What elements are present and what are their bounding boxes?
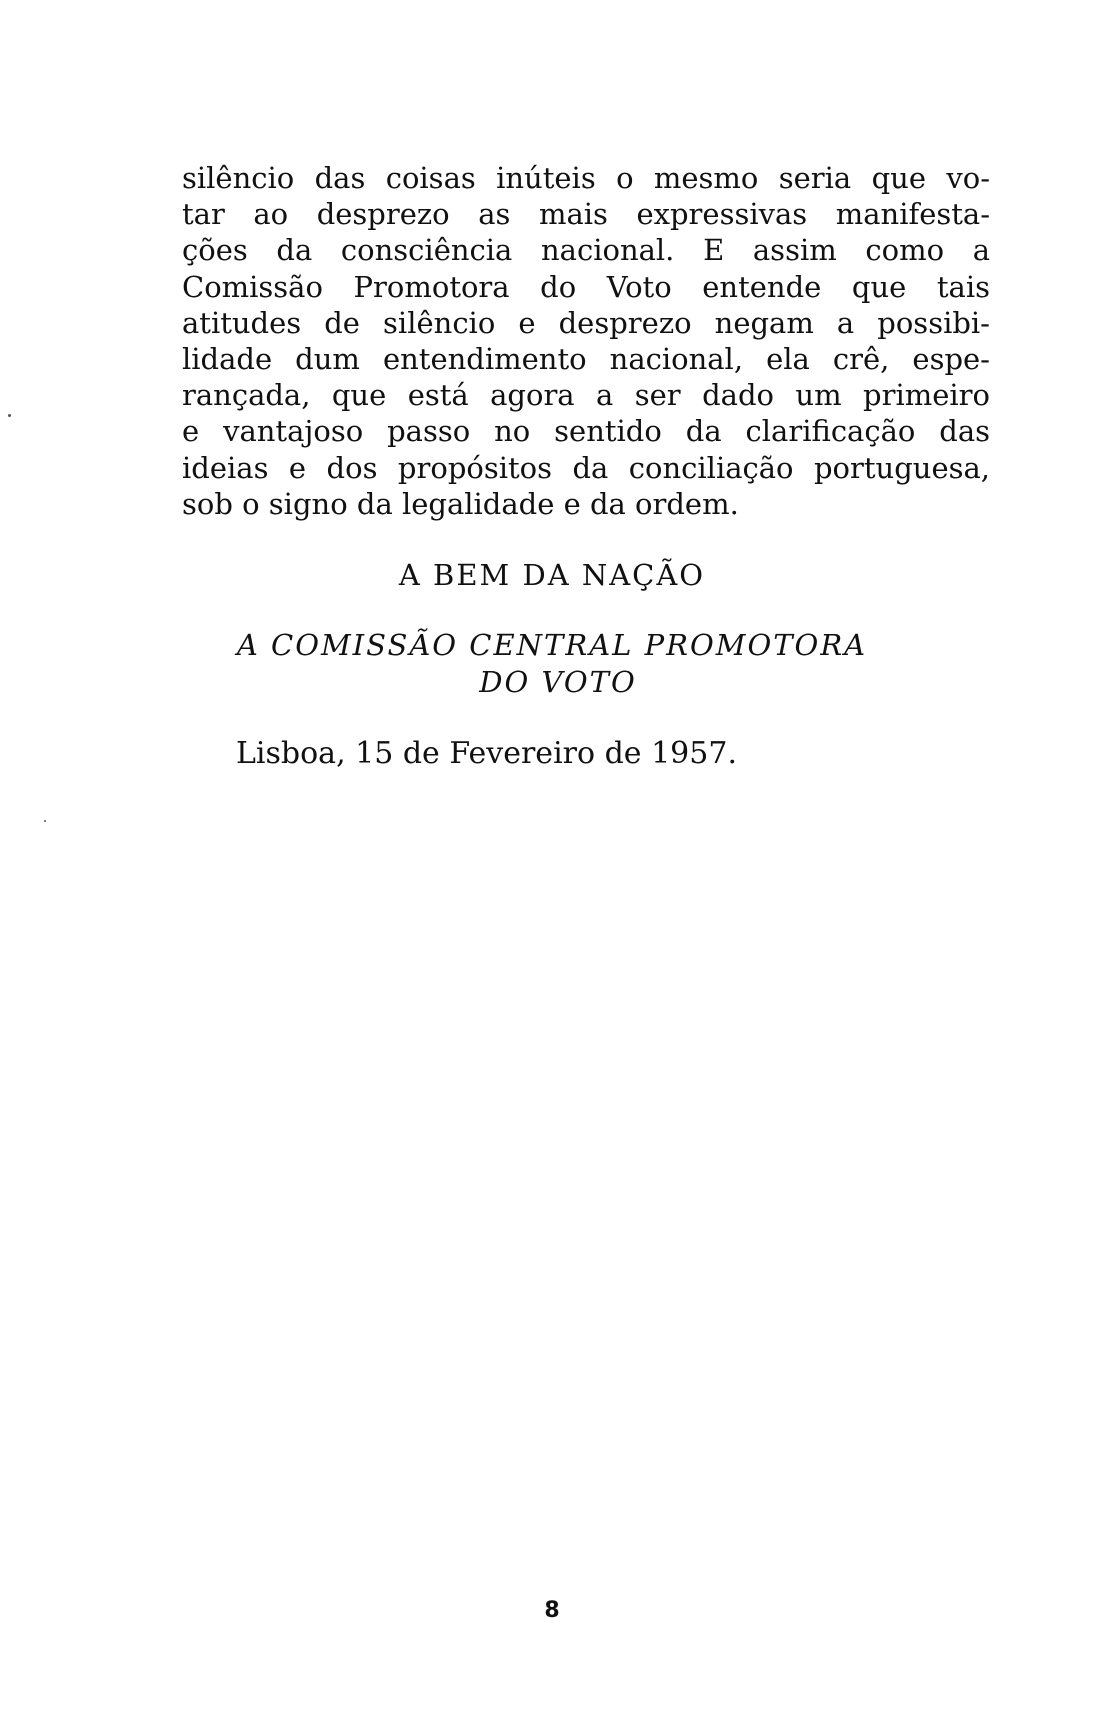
date-line: Lisboa, 15 de Fevereiro de 1957. bbox=[236, 736, 737, 771]
scan-speck bbox=[44, 820, 46, 822]
body-line: ideias e dos propósitos da conciliação portuguesa, bbox=[182, 450, 990, 485]
body-line: Comissão Promotora do Voto entende que tais bbox=[182, 269, 990, 304]
body-line: sob o signo da legalidade e da ordem. bbox=[182, 486, 739, 521]
body-line: e vantajoso passo no sentido da clarificação das bbox=[182, 414, 990, 449]
body-line: rançada, que está agora a ser dado um primeiro bbox=[182, 378, 990, 413]
body-line: atitudes de silêncio e desprezo negam a possibi- bbox=[182, 305, 990, 340]
body-line: tar ao desprezo as mais expressivas manifesta- bbox=[182, 197, 990, 232]
body-line: ções da consciência nacional. E assim como a bbox=[182, 233, 990, 268]
scan-speck bbox=[8, 414, 11, 417]
body-line: silêncio das coisas inúteis o mesmo seria que vo- bbox=[182, 161, 990, 195]
body-paragraph bbox=[182, 160, 990, 522]
signature-line-1: A COMISSÃO CENTRAL PROMOTORA bbox=[236, 628, 868, 662]
signature-line-2: DO VOTO bbox=[479, 665, 637, 699]
body-line: lidade dum entendimento nacional, ela crê, espe- bbox=[182, 342, 990, 377]
motto-heading: A BEM DA NAÇÃO bbox=[398, 558, 706, 592]
page-number: 8 bbox=[544, 1598, 560, 1623]
